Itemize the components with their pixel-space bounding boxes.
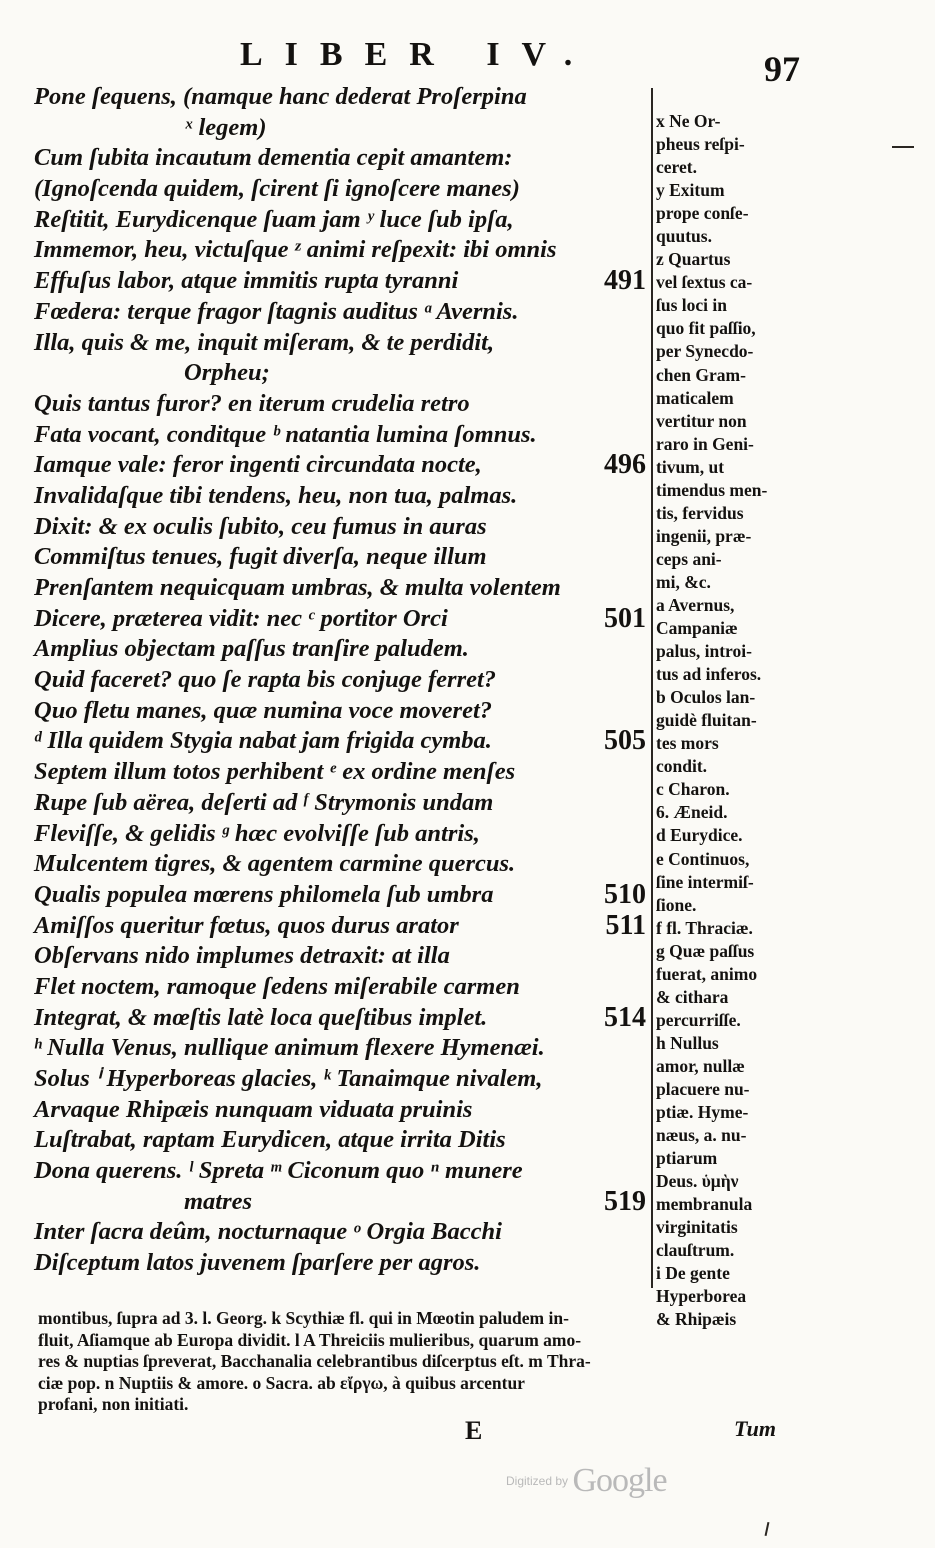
gloss-line: fuerat, animo: [656, 963, 758, 984]
margin-glosses: [656, 110, 802, 1331]
footnote-line: profani, non initiati.: [38, 1394, 189, 1414]
verse-line: [34, 1125, 654, 1156]
verse-text: Invalidaſque tibi tendens, heu, non tua, palmas.: [34, 481, 518, 509]
verse-text: Quid faceret? quo ſe rapta bis conjuge ferret?: [34, 666, 497, 694]
verse-text: ʰ Nulla Venus, nullique animum flexere Hymenæi.: [34, 1034, 545, 1062]
gloss-line: amor, nullæ: [656, 1055, 745, 1076]
gloss-line: g Quæ paſſus: [656, 940, 755, 961]
gloss-line: d Eurydice.: [656, 825, 743, 846]
gloss-line: timendus men-: [656, 479, 768, 500]
verse-line: [34, 573, 654, 604]
gloss-line: e Continuos,: [656, 848, 750, 869]
verse-line: [34, 542, 654, 573]
verse-line: [34, 1248, 654, 1279]
gloss-line: palus, introi-: [656, 641, 752, 662]
verse-text: Fata vocant, conditque ᵇ natantia lumina ſomnus.: [34, 420, 537, 448]
line-number: 511: [605, 909, 646, 941]
verse-text: Orpheu;: [184, 359, 270, 387]
verse-text: (Ignoſcenda quidem, ſcirent ſi ignoſcere manes): [34, 175, 520, 203]
verse-line: [34, 972, 654, 1003]
gloss-line: membranula: [656, 1194, 753, 1215]
verse-line: [34, 481, 654, 512]
line-number: 510: [604, 878, 646, 910]
running-title: LIBER IV.: [240, 36, 595, 73]
verse-text: Dona querens. ˡ Spreta ᵐ Ciconum quo ⁿ munere: [34, 1157, 523, 1185]
verse-text: Amplius objectam paſſus tranſire paludem.: [34, 635, 469, 663]
verse-line: [34, 266, 654, 297]
footnote-line: ciæ pop. n Nuptiis & amore. o Sacra. ab εἴργω, à quibus arcentur: [38, 1372, 525, 1393]
verse-text: ᵈ Illa quidem Stygia nabat jam frigida cymba.: [34, 727, 492, 755]
margin-dash-mark: [892, 146, 914, 148]
verse-text: Dicere, præterea vidit: nec ᶜ portitor Orci: [34, 604, 448, 632]
verse-text: Amiſſos queritur fœtus, quos durus arator: [34, 911, 459, 939]
signature-mark: E: [465, 1416, 483, 1445]
gloss-line: quutus.: [656, 226, 712, 247]
verse-text: Obſervans nido implumes detraxit: at illa: [34, 942, 450, 970]
footnote-line: fluit, Aſiamque ab Europa dividit. l A Threiciis mulieribus, quarum amo-: [38, 1329, 582, 1350]
verse-line: [34, 389, 654, 420]
verse-line: [34, 634, 654, 665]
verse-column: [34, 82, 654, 1279]
gloss-line: per Synecdo-: [656, 341, 754, 362]
verse-text: Diſceptum latos juvenem ſparſere per agros.: [34, 1249, 481, 1277]
gloss-line: h Nullus: [656, 1032, 719, 1053]
verse-text: Septem illum totos perhibent ᵉ ex ordine menſes: [34, 758, 516, 786]
gloss-line: vel ſextus ca-: [656, 272, 753, 293]
verse-text: Dixit: & ex oculis ſubito, ceu fumus in auras: [34, 512, 487, 540]
gloss-line: i De gente: [656, 1263, 730, 1284]
verse-line: [34, 1003, 654, 1034]
verse-line: [34, 757, 654, 788]
gloss-line: Hyperborea: [656, 1286, 747, 1307]
gloss-line: y Exitum: [656, 180, 725, 201]
verse-text: Fleviſſe, & gelidis ᵍ hæc evolviſſe ſub antris,: [34, 819, 480, 847]
gloss-line: quo fit paſſio,: [656, 318, 756, 339]
gloss-line: percurriſſe.: [656, 1009, 741, 1030]
gloss-line: & Rhipæis: [656, 1309, 737, 1330]
verse-line: [34, 174, 654, 205]
verse-text: ˣ legem): [184, 113, 267, 141]
verse-line: [34, 726, 654, 757]
verse-text: Flet noctem, ramoque ſedens miſerabile carmen: [34, 972, 520, 1000]
verse-line: [34, 143, 654, 174]
verse-text: Iamque vale: feror ingenti circundata nocte,: [34, 451, 482, 479]
verse-text: Solus ⁱ Hyperboreas glacies, ᵏ Tanaimque nivalem,: [34, 1065, 543, 1092]
gloss-line: ceps ani-: [656, 548, 722, 569]
verse-text: Luſtrabat, raptam Eurydicen, atque irrita Ditis: [34, 1126, 506, 1154]
gloss-line: ſione.: [656, 894, 697, 915]
verse-line: [34, 205, 654, 236]
verse-text: Fœdera: terque fragor ſtagnis auditus ᵃ Avernis.: [34, 297, 519, 325]
verse-text: Immemor, heu, victuſque ᶻ animi reſpexit: ibi omnis: [34, 236, 557, 264]
gloss-line: Deus. ὑμὴν: [656, 1171, 739, 1192]
margin-tick-mark: [765, 1522, 770, 1536]
verse-text: matres: [184, 1187, 253, 1215]
verse-line: [34, 880, 654, 911]
verse-line: [34, 788, 654, 819]
verse-line: [34, 358, 654, 389]
verse-line: [34, 911, 654, 942]
gloss-line: ſus loci in: [656, 295, 727, 316]
gloss-line: z Quartus: [656, 249, 731, 270]
gloss-line: tes mors: [656, 733, 719, 754]
verse-line: [34, 512, 654, 543]
gloss-line: raro in Geni-: [656, 433, 754, 454]
verse-line: [34, 1095, 654, 1126]
page-number: 97: [764, 49, 800, 89]
verse-text: Prenſantem nequicquam umbras, & multa volentem: [34, 574, 561, 601]
gloss-line: tivum, ut: [656, 456, 725, 477]
gloss-line: clauſtrum.: [656, 1240, 735, 1261]
gloss-line: prope conſe-: [656, 203, 749, 224]
footnotes: [38, 1308, 798, 1416]
verse-line: [34, 1033, 654, 1064]
verse-text: Qualis populea mœrens philomela ſub umbra: [34, 880, 494, 908]
line-number: 514: [604, 1001, 646, 1033]
gloss-line: b Oculos lan-: [656, 687, 756, 708]
verse-text: Mulcentem tigres, & agentem carmine quercus.: [34, 850, 516, 878]
verse-text: Integrat, & mœſtis latè loca queſtibus implet.: [34, 1003, 488, 1031]
gloss-line: Campaniæ: [656, 618, 738, 639]
gloss-line: guidè fluitan-: [656, 710, 757, 731]
gloss-line: ingenii, præ-: [656, 525, 752, 546]
gloss-line: tis, fervidus: [656, 502, 744, 523]
verse-line: [34, 604, 654, 635]
google-logo: Google: [572, 1462, 667, 1499]
gloss-line: ptiæ. Hyme-: [656, 1102, 749, 1123]
watermark-prefix: Digitized by: [506, 1474, 569, 1488]
verse-line: [34, 297, 654, 328]
gloss-line: & cithara: [656, 986, 729, 1007]
verse-line: [34, 113, 654, 144]
column-divider: [651, 88, 653, 1288]
verse-text: Reſtitit, Eurydicenque ſuam jam ʸ luce ſub ipſa,: [34, 205, 514, 233]
line-number: 519: [604, 1185, 646, 1217]
gloss-line: ptiarum: [656, 1148, 718, 1169]
footnote-line: montibus, ſupra ad 3. l. Georg. k Scythiæ fl. qui in Mœotin paludem in-: [38, 1308, 569, 1328]
gloss-line: næus, a. nu-: [656, 1125, 747, 1146]
verse-line: [34, 1217, 654, 1248]
verse-line: [34, 420, 654, 451]
gloss-line: 6. Æneid.: [656, 802, 728, 823]
gloss-line: ceret.: [656, 157, 697, 178]
gloss-line: x Ne Or-: [656, 111, 721, 131]
verse-line: [34, 450, 654, 481]
verse-text: Illa, quis & me, inquit miſeram, & te perdidit,: [34, 328, 495, 356]
verse-line: [34, 665, 654, 696]
verse-text: Pone ſequens, (namque hanc dederat Proſerpina: [34, 83, 527, 110]
gloss-line: f fl. Thraciæ.: [656, 917, 753, 938]
verse-text: Effuſus labor, atque immitis rupta tyranni: [34, 267, 459, 295]
gloss-line: ſine intermiſ-: [656, 871, 754, 892]
verse-line: [34, 235, 654, 266]
verse-text: Inter ſacra deûm, nocturnaque ᵒ Orgia Bacchi: [34, 1218, 502, 1246]
line-number: 501: [604, 602, 646, 634]
verse-text: Arvaque Rhipæis nunquam viduata pruinis: [34, 1095, 473, 1123]
gloss-line: a Avernus,: [656, 594, 735, 615]
gloss-line: c Charon.: [656, 779, 730, 800]
verse-text: Quo fletu manes, quæ numina voce moveret?: [34, 696, 493, 724]
gloss-line: mi, &c.: [656, 571, 711, 592]
catchword: Tum: [734, 1416, 776, 1441]
verse-text: Cum ſubita incautum dementia cepit amantem:: [34, 144, 513, 172]
verse-line: [34, 696, 654, 727]
verse-line: [34, 1187, 654, 1218]
verse-text: Quis tantus furor? en iterum crudelia retro: [34, 389, 470, 417]
verse-line: [34, 328, 654, 359]
footnote-line: res & nuptias ſpreverat, Bacchanalia celebrantibus diſcerptus eſt. m Thra-: [38, 1351, 591, 1371]
verse-line: [34, 849, 654, 880]
gloss-line: virginitatis: [656, 1217, 738, 1238]
line-number: 496: [604, 449, 646, 481]
gloss-line: pheus reſpi-: [656, 134, 745, 155]
gloss-line: chen Gram-: [656, 364, 746, 385]
verse-line: [34, 82, 654, 113]
gloss-line: vertitur non: [656, 410, 747, 431]
verse-text: Commiſtus tenues, fugit diverſa, neque illum: [34, 543, 487, 571]
verse-line: [34, 941, 654, 972]
verse-text: Rupe ſub aërea, deſerti ad ᶠ Strymonis undam: [34, 788, 494, 816]
line-number: 505: [604, 725, 646, 757]
gloss-line: condit.: [656, 756, 708, 777]
line-number: 491: [604, 265, 646, 297]
digitized-watermark: [506, 1462, 667, 1500]
gloss-line: maticalem: [656, 387, 734, 408]
verse-line: [34, 1156, 654, 1187]
gloss-line: placuere nu-: [656, 1078, 750, 1099]
gloss-line: tus ad inferos.: [656, 664, 762, 685]
verse-line: [34, 819, 654, 850]
verse-line: [34, 1064, 654, 1095]
